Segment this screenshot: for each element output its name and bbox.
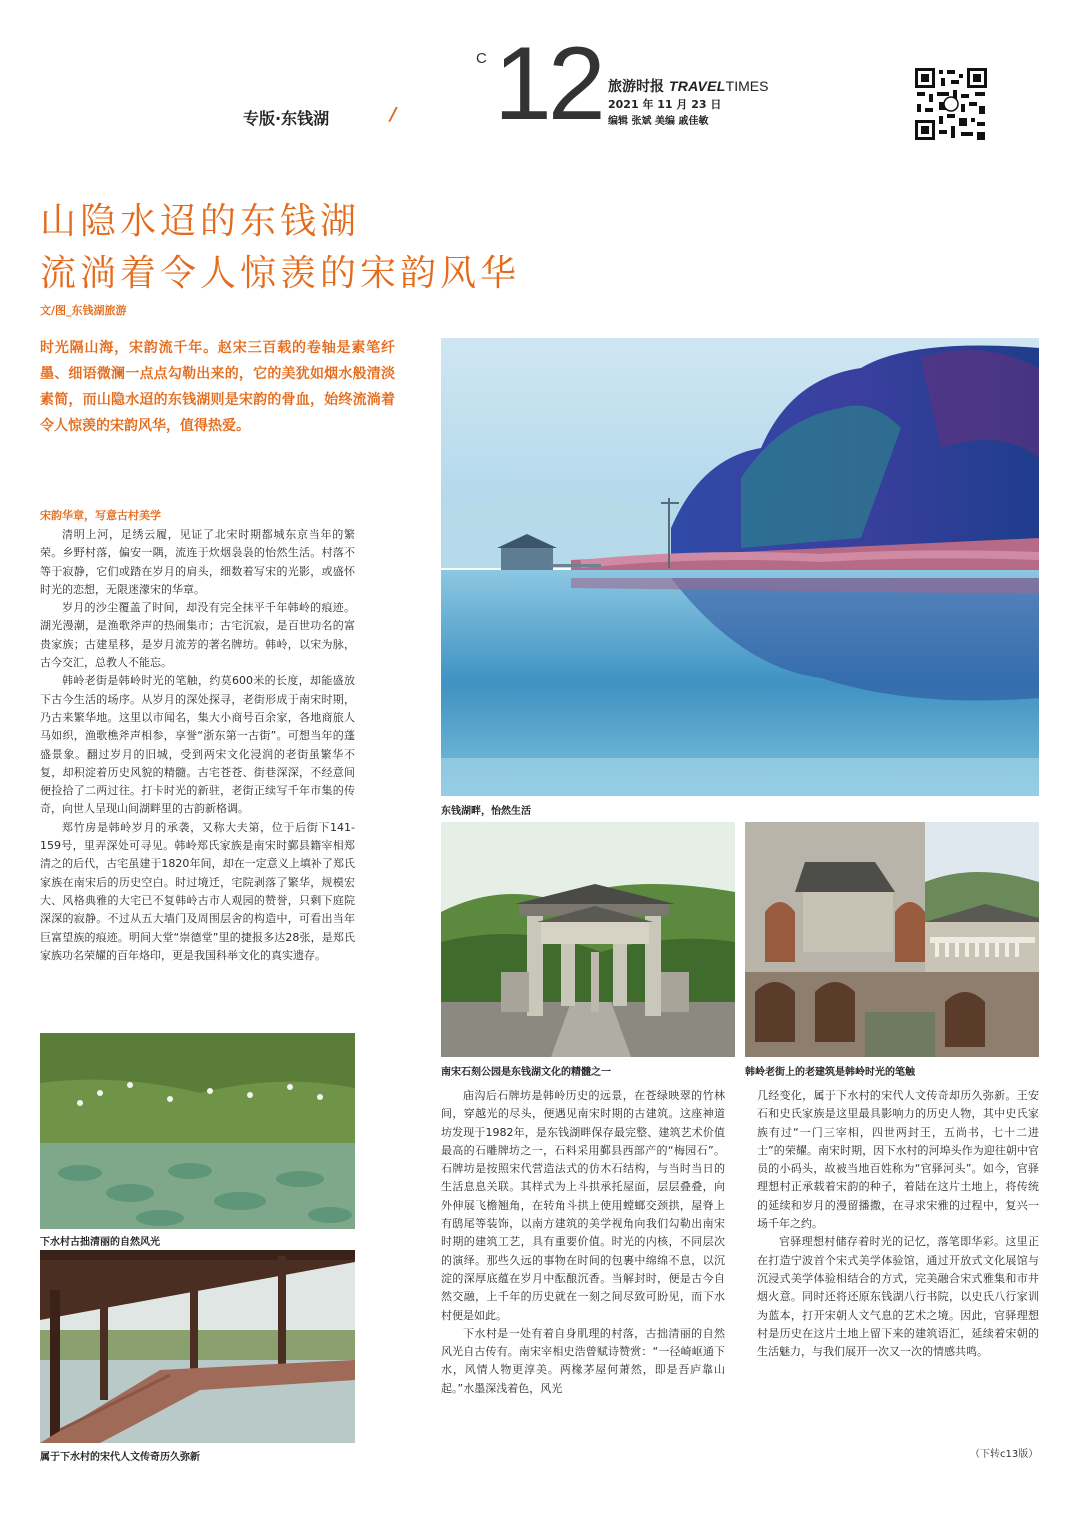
section-label: 专版·东钱湖 — [243, 109, 330, 128]
masthead-cn: 旅游时报 — [608, 79, 664, 95]
subhead: 宋韵华章，写意古村美学 — [40, 509, 161, 522]
old-street-photo-caption: 韩岭老街上的老建筑是韩岭时光的笔触 — [745, 1067, 915, 1078]
publication-date: 2021 年 11 月 23 日 — [608, 98, 722, 111]
qr-code-icon[interactable] — [913, 66, 989, 142]
archway-photo-caption: 南宋石刻公园是东钱湖文化的精髓之一 — [441, 1067, 611, 1078]
headline — [40, 196, 520, 300]
masthead — [608, 76, 768, 96]
lotus-photo — [40, 1033, 355, 1229]
article-column-3 — [757, 1087, 1039, 1361]
masthead-en-bold: TRAVEL — [668, 78, 726, 94]
section-slash: / — [390, 104, 397, 125]
paragraph: 郑竹房是韩岭岁月的承袭，又称大夫第，位于后街下141-159号，里弄深处可寻见。韩岭郑氏家族是南宋时鄞县籍宰相郑清之的后代，古宅虽建于1820年间，却在一定意义上填补了郑氏家族在南宋后的历史空白。时过境迁，宅院剥落了繁华，规模宏大、风格典雅的大宅已不复韩岭古市人观园的赞誉，只剩下庭院深深的寂静。不过从五大墙门及周围层舍的构造中，可看出当年巨富望族的痕迹。明间大堂“崇德堂”里的捷报多达28张，是郑氏家族功名荣耀的百年烙印，更是我国科举文化的真实遗存。 — [40, 820, 355, 962]
page-prefix: C — [476, 50, 487, 67]
paragraph: 几经变化，属于下水村的宋代人文传奇却历久弥新。王安石和史氏家族是这里最具影响力的历史人物，其中史氏家族有过“一门三宰相，四世两封王，五尚书，七十二进士”的荣耀。南宋时期，因下水村的河埠头作为迎往朝中官员的小码头，故被当地百姓称为“官驿河头”。如今，官驿理想村正承载着宋韵的种子，着陆在这片土地上，将传统的延续和岁月的漫留播撒，在寻求宋雅的过程中，复兴一场千年之约。 — [757, 1089, 1039, 1231]
continued-notice[interactable]: （下转c13版） — [970, 1449, 1039, 1460]
old-street-photo — [745, 822, 1039, 1057]
paragraph: 庙沟后石牌坊是韩岭历史的远景，在苍绿映翠的竹林间，穿越光的尽头，便遇见南宋时期的古建筑。这座神道坊发现于1982年，是东钱湖畔保存最完整、建筑艺术价值最高的石雕牌坊之一，石料采用鄞县西部产的“梅园石”。石牌坊是按照宋代营造法式的仿木石结构，与当时当日的生活息息关联。其样式为上斗拱承托屋面，层层叠叠，向外伸展飞檐翘角，在转角斗拱上使用螳螂交颈拱，屋脊上有鸱尾等装饰，以南方建筑的美学视角向我们勾勒出南宋时期的建筑工艺，具有重要价值。时光的内核，不同层次的演绎。那些久远的事物在时间的包裹中绵绵不息，以沉淀的深厚底蕴在岁月中酝酿沉香。当解封时，便是古今自然交融，上千年的历史就在一刻之间尽致可盼见，而下水村便是如此。 — [441, 1089, 725, 1322]
headline-line-2: 流淌着令人惊羡的宋韵风华 — [40, 253, 521, 294]
archway-photo — [441, 822, 735, 1057]
paragraph: 韩岭老街是韩岭时光的笔触，约莫600米的长度，却能盛放下古今生活的场序。从岁月的深处探寻，老街形成于南宋时期，乃古来繁华地。这里以市闻名，集大小商号百余家，各地商旅人马如织，渔歌樵斧声相参，享誉“浙东第一古街”。可想当年的蓬盛景象。翻过岁月的旧城，受到两宋文化浸润的老街虽繁华不复，却积淀着历史风貌的精髓。古宅苍苍、街巷深深，不经意间便捡拾了二两过往。打卡时光的新驻，老街正续写千年市集的传奇，向世人呈现山间湖畔里的古韵新格调。 — [40, 674, 355, 816]
pavilion-photo — [40, 1250, 355, 1443]
paragraph: 下水村是一处有着自身肌理的村落，古拙清丽的自然风光自古传有。南宋宰相史浩曾赋诗赞赏：“一径崎岖通下水，风情人物更淳美。两椽茅屋何萧然，即是吾庐靠山起。”水墨深浅着色，风光 — [441, 1326, 725, 1395]
paragraph: 岁月的沙尘覆盖了时间，却没有完全抹平千年韩岭的痕迹。湖光漫潮，是渔歌斧声的热闹集市；古宅沉寂，是百世功名的富贵家族；古建星移，是岁月流芳的著名牌坊。韩岭，以宋为脉，古今交汇，总教人不能忘。 — [40, 601, 355, 670]
masthead-en-light: TIMES — [725, 78, 769, 94]
headline-line-1: 山隐水迢的东钱湖 — [40, 201, 361, 242]
article-column-1 — [40, 507, 355, 965]
editors-line: 编辑 张斌 美编 戚佳敏 — [608, 116, 709, 127]
article-column-2 — [441, 1087, 725, 1398]
pavilion-photo-caption: 属于下水村的宋代人文传奇历久弥新 — [40, 1452, 200, 1463]
lake-photo — [441, 338, 1039, 796]
lotus-photo-caption: 下水村古拙清丽的自然风光 — [40, 1237, 160, 1248]
lead-paragraph: 时光隔山海，宋韵流千年。赵宋三百载的卷轴是素笔纤墨、细语微澜一点点勾勒出来的，它的美犹如烟水般清淡素简，而山隐水迢的东钱湖则是宋韵的骨血，始终流淌着令人惊羡的宋韵风华，值得热爱。 — [40, 340, 395, 434]
paragraph: 官驿理想村储存着时光的记忆，落笔即华彩。这里正在打造宁波首个宋式美学体验馆，通过开放式文化展馆与沉浸式美学体验相结合的方式，完美融合宋式雅集和市井烟火意。同时还将还原东钱湖八行书院，以史氏八行家训为蓝本，打开宋朝人文气息的艺术之境。因此，官驿理想村是历史在这片土地上留下来的建筑语汇，延续着宋朝的生活魅力，与我们展开一次又一次的情感共鸣。 — [757, 1235, 1039, 1359]
byline: 文/图_东钱湖旅游 — [40, 304, 127, 317]
lake-photo-caption: 东钱湖畔，怡然生活 — [441, 806, 531, 817]
paragraph: 清明上河，足绣云履，见证了北宋时期都城东京当年的繁荣。乡野村落，偏安一隅，流连于炊烟袅袅的怡然生活。村落不等于寂静，它们或踏在岁月的肩头，细数着写宋的光影，或盛怀时光的恋想，无限迷濛宋的华章。 — [40, 528, 355, 596]
page-number: 12 — [494, 26, 602, 142]
